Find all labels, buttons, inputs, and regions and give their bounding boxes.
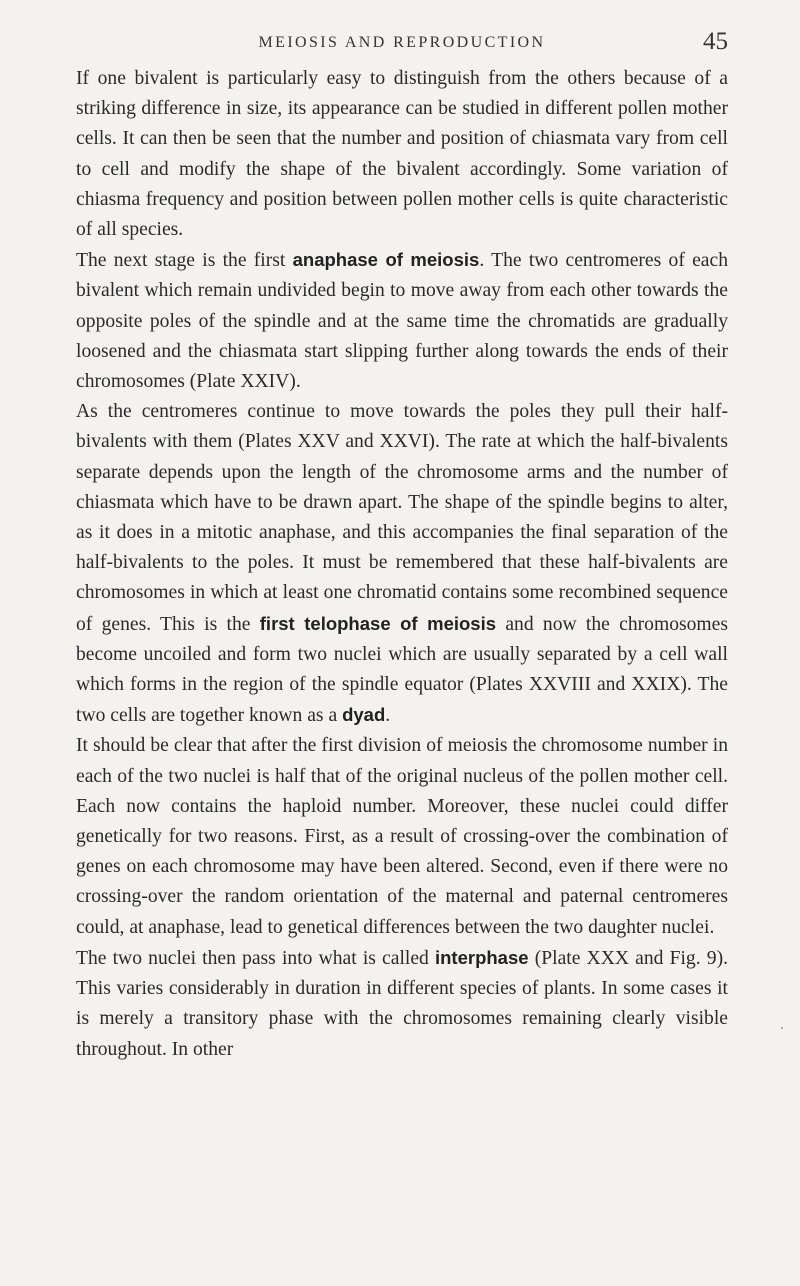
paragraph <box>76 397 728 731</box>
text-run: . The two centromeres of each bivalent which remain undivided begin to move away from each other towards the opposite poles of the spindle and at the same time the chromatids are gradually loosened and the chiasmata start slipping further along towards the ends of their chromosomes (Plate XXIV). <box>76 250 728 393</box>
bold-term: first telophase of meiosis <box>259 612 497 634</box>
body-text <box>76 64 728 1065</box>
paragraph <box>76 943 728 1065</box>
text-run: (Plate XXX and Fig. 9). This varies considerably in duration in different species of plants. In some cases it is merely a transitory phase with the chromosomes remaining clearly visible throughout. In other <box>76 947 728 1060</box>
text-run: . <box>385 705 391 727</box>
bold-term: interphase <box>434 946 529 968</box>
text-run: As the centromeres continue to move towards the poles they pull their half-bivalents with them (Plates XXV and XXVI). The rate at which the half-bivalents separate depends upon the length of the chromosome arms and the number of chiasmata which have to be drawn apart. The shape of the spindle begins to alter, as it does in a mitotic anaphase, and this accompanies the final separation of the half-bivalents to the poles. It must be remembered that these half-bivalents are chromosomes in which at least one chromatid contains some recombined sequence of genes. This is the <box>76 401 728 635</box>
running-head <box>76 28 728 64</box>
bold-term: anaphase of meiosis <box>292 249 480 271</box>
text-run: If one bivalent is particularly easy to distinguish from the others because of a striking difference in size, its appearance can be studied in different pollen mother cells. It can then be seen that the number and position of chiasmata vary from cell to cell and modify the shape of the bivalent accordingly. Some variation of chiasma frequency and position between pollen mother cells is quite characteristic of all species. <box>76 68 728 241</box>
paragraph <box>76 731 728 942</box>
paragraph <box>76 245 728 397</box>
bold-term: dyad <box>342 704 386 726</box>
book-page <box>76 28 728 1065</box>
scan-speck <box>781 1027 783 1029</box>
page-number: 45 <box>703 28 728 55</box>
running-title: MEIOSIS AND REPRODUCTION <box>258 34 546 51</box>
paragraph <box>76 64 728 245</box>
text-run: and now the chromosomes become uncoiled and form two nuclei which are usually separated by a cell wall which forms in the region of the spindle equator (Plates XXVIII and XXIX). The two cells are together known as a <box>76 613 728 727</box>
text-run: It should be clear that after the first division of meiosis the chromosome number in each of the two nuclei is half that of the original nucleus of the pollen mother cell. Each now contains the haploid number. Moreover, these nuclei could differ genetically for two reasons. First, as a result of crossing-over the combination of genes on each chromosome may have been altered. Second, even if there were no crossing-over the random orientation of the maternal and paternal centromeres could, at anaphase, lead to genetical differences between the two daughter nuclei. <box>76 735 728 938</box>
text-run: The two nuclei then pass into what is called <box>76 947 435 969</box>
text-run: The next stage is the first <box>76 250 293 272</box>
